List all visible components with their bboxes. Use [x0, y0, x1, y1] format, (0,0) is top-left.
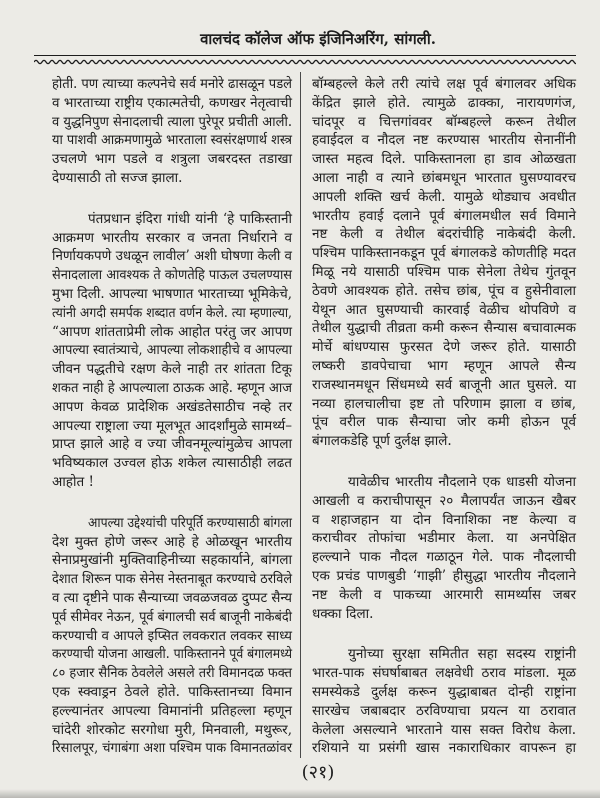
- paragraph: [52, 514, 292, 758]
- line-text: एक प्रचंड पाणबुडी ‘गाझी’ हीसुद्धा भारतीय नौदलाने: [312, 567, 576, 584]
- text-line: [312, 376, 576, 395]
- line-text: सेनादलाला आवश्यक ते कोणतेहि पाऊल उचलण्यास: [52, 267, 292, 284]
- text-line: [52, 150, 292, 169]
- line-text: ८० हजार सैनिक ठेवलेले असले तरी विमानदळ फक्त: [52, 665, 292, 682]
- text-line: [312, 432, 576, 451]
- line-text: यावेळीच भारतीय नौदलाने एक धाडसी योजना: [348, 473, 576, 490]
- text-line: [312, 395, 576, 414]
- line-text: आपली शक्ति खर्च केली. यामुळे थोड्याच अवधीत: [312, 188, 576, 205]
- line-text: प्राप्त झाले आहे व ज्या जीवनमूल्यांमुळेच आपला: [52, 436, 292, 453]
- text-line: [312, 357, 576, 376]
- text-line: [312, 319, 576, 338]
- line-text: देशात शिरून पाक सेनेस नेस्तनाबूत करण्याचे ठरविले: [52, 571, 292, 588]
- line-text: आपण केवळ प्रादेशिक अखंडतेसाठीच नव्हे तर: [52, 398, 292, 415]
- text-line: [52, 379, 292, 398]
- line-text: होती. पण त्याच्या कल्पनेचे सर्व मनोरे ढासळून पडले: [52, 76, 292, 92]
- text-line: [312, 244, 576, 263]
- text-line: [52, 210, 292, 229]
- line-text: व युद्धनिपुण सेनादलाची त्याला पुरेपूर प्रचीती आली.: [52, 113, 292, 130]
- text-line: [312, 150, 576, 169]
- line-text: व त्या दृष्टीने पाक सैन्याच्या जवळजवळ दुप्पट सैन्य: [52, 589, 292, 606]
- text-line: [312, 567, 576, 586]
- line-text: बंगालकडेहि पूर्ण दुर्लक्ष झाले.: [312, 433, 452, 450]
- text-line: [52, 229, 292, 248]
- text-line: [52, 551, 292, 570]
- text-line: [52, 266, 292, 285]
- text-line: [52, 683, 292, 702]
- line-text: जीवन पद्धतीचे रक्षण केले नाही तर शांतता टिकू: [52, 361, 292, 378]
- line-text: धक्का दिला.: [312, 605, 374, 622]
- line-text: उचलणे भाग पडले व शत्रुला जबरदस्त तडाखा: [52, 151, 292, 168]
- paragraph: [312, 645, 576, 758]
- text-line: [52, 454, 292, 473]
- text-line: [312, 75, 576, 94]
- paragraph: [52, 210, 292, 492]
- text-line: [312, 225, 576, 244]
- text-line: [52, 608, 292, 627]
- text-line: [312, 169, 576, 188]
- text-line: [52, 664, 292, 683]
- line-text: आक्रमण भारतीय सरकार व जनता निर्धाराने व: [52, 229, 292, 246]
- line-text: भारत-पाक संघर्षाबाबत लक्षवेधी ठराव मांडला. मूळ: [312, 665, 576, 682]
- line-text: आपल्या उद्देश्यांची परिपूर्ति करण्यासाठी बांगला: [88, 514, 292, 531]
- text-line: [312, 113, 576, 132]
- line-text: शकत नाही हे आपल्याला ठाऊक आहे. म्हणून आज: [52, 379, 292, 396]
- line-text: पंतप्रधान इंदिरा गांधी यांनी ‘हे पाकिस्तानी: [88, 210, 292, 227]
- text-line: [52, 285, 292, 304]
- text-line: [52, 533, 292, 552]
- line-text: केलेला असल्याने भारताने यास सक्त विरोध केला.: [312, 721, 576, 738]
- line-text: करण्याची योजना आखली. पाकिस्तानने पूर्व बंगालमध्ये: [52, 646, 292, 663]
- text-line: [52, 113, 292, 132]
- text-line: [52, 514, 292, 533]
- line-text: तेथील युद्धाची तीव्रता कमी करून सैन्यास बचावात्मक: [312, 320, 576, 337]
- line-text: सेनाप्रमुखांनी मुक्तिवाहिनीच्या सहकार्याने, बांगला: [52, 552, 292, 569]
- line-text: “आपण शांतताप्रेमी लोक आहोत परंतु जर आपण: [52, 323, 292, 340]
- text-line: [312, 282, 576, 301]
- text-line: [52, 341, 292, 360]
- line-text: आपल्या स्वातंत्र्याचे, आपल्या लोकशाहीचे व आपल्या: [52, 342, 292, 359]
- line-text: केंद्रित झाले होते. त्यामुळे ढाक्का, नारायणगंज,: [312, 94, 576, 111]
- text-line: [52, 75, 292, 94]
- page-number: (२१): [301, 762, 335, 783]
- header-ornament: [34, 53, 576, 67]
- line-text: मिळू नये यासाठी पश्चिम पाक सेनेला तेथेच गुंतवून: [312, 263, 576, 280]
- line-text: करण्याची व आपले इप्सित लवकरात लवकर साध्य: [52, 627, 292, 644]
- text-line: [312, 413, 576, 432]
- line-text: पूर्व सीमेवर नेऊन, पूर्व बंगालची सर्व बाजूनी नाकेबंदी: [52, 608, 292, 625]
- line-text: ठेवणे आवश्यक होते. तसेच छांब, पूंच व हुसेनीवाला: [312, 282, 576, 299]
- line-text: हल्ल्यानंतर आपल्या विमानांनी प्रतिहल्ला म्हणून: [52, 702, 292, 719]
- paragraph: [312, 75, 576, 451]
- text-line: [312, 702, 576, 721]
- line-text: बॉम्बहल्ले केले तरी त्यांचे लक्ष पूर्व बंगालवर अधिक: [312, 76, 576, 92]
- text-line: [312, 605, 576, 624]
- line-text: देश मुक्त होणे जरूर आहे हे ओळखून भारतीय: [52, 533, 292, 550]
- line-text: पूंच वरील पाक सैन्याचा जोर कमी होऊन पूर्व: [312, 414, 576, 431]
- text-line: [52, 247, 292, 266]
- line-text: राजस्थानमधून सिंधमध्ये सर्व बाजूनी आत घुसले. या: [312, 376, 576, 393]
- text-line: [312, 338, 576, 357]
- page-header-title: वालचंद कॉलेज ऑफ इंजिनिअरिंग, सांगली.: [200, 30, 436, 48]
- line-text: नष्ट केली व तेथील बंदरांचीहि नाकेबंदी केली.: [312, 226, 576, 243]
- line-text: लष्करी डावपेचाचा भाग म्हणून आपले सैन्य: [312, 357, 576, 374]
- scan-shadow: [0, 789, 600, 798]
- text-line: [312, 739, 576, 758]
- line-text: व शहाजहान या दोन विनाशिका नष्ट केल्या व: [312, 511, 576, 528]
- text-line: [52, 645, 292, 664]
- text-line: [52, 627, 292, 646]
- text-line: [312, 131, 576, 150]
- line-text: व भारताच्या राष्ट्रीय एकात्मतेची, कणखर नेतृत्वाची: [52, 94, 292, 111]
- text-line: [312, 492, 576, 511]
- text-line: [312, 586, 576, 605]
- left-column: [52, 75, 292, 758]
- text-line: [52, 398, 292, 417]
- text-line: [52, 417, 292, 436]
- text-line: [52, 131, 292, 150]
- text-line: [52, 323, 292, 342]
- text-line: [52, 435, 292, 454]
- column-divider: [300, 72, 301, 758]
- text-line: [52, 360, 292, 379]
- text-line: [52, 473, 292, 492]
- line-text: मुभा दिली. आपल्या भाषणात भारताच्या भूमिकेचे,: [52, 285, 292, 302]
- line-text: कराचीवर तोफांचा भडीमार केला. या अनपेक्षित: [312, 530, 576, 547]
- text-line: [312, 263, 576, 282]
- line-text: हवाईदल व नौदल नष्ट करण्यास भारतीय सेनानींनी: [312, 132, 576, 149]
- line-text: चांदेरी शोरकोट सरगोधा मुरी, मिनवाली, मथुरूर,: [52, 721, 292, 738]
- text-line: [312, 664, 576, 683]
- text-line: [312, 511, 576, 530]
- text-line: [312, 207, 576, 226]
- text-line: [312, 188, 576, 207]
- line-text: त्यांनी अगदी समर्पक शब्दात वर्णन केले. त्या म्हणाल्या,: [52, 304, 292, 321]
- line-text: मोर्चे बांधण्यास फुरसत देणे जरूर होते. यासाठी: [312, 339, 576, 356]
- line-text: आहोत !: [52, 473, 94, 490]
- line-text: एक स्क्वाड्रन ठेवले होते. पाकिस्तानच्या विमान: [52, 683, 292, 700]
- text-line: [312, 548, 576, 567]
- line-text: भारतीय हवाई दलाने पूर्व बंगालमधील सर्व विमाने: [312, 207, 576, 224]
- line-text: आखली व कराचीपासून २० मैलापर्यंत जाऊन खैबर: [312, 492, 576, 509]
- text-line: [312, 94, 576, 113]
- line-text: पश्चिम पाकिस्तानकडून पूर्व बंगालकडे कोणतीहि मदत: [312, 245, 576, 262]
- line-text: युनोच्या सुरक्षा समितीत सहा सदस्य राष्ट्रांनी: [348, 646, 576, 663]
- paragraph: [312, 473, 576, 623]
- text-line: [52, 94, 292, 113]
- text-line: [52, 702, 292, 721]
- line-text: नव्या हालचालीचा इष्ट तो परिणाम झाला व छांब,: [312, 395, 576, 412]
- line-text: समस्येकडे दुर्लक्ष करून युद्धाबाबत दोन्ही राष्ट्रांना: [312, 683, 576, 700]
- line-text: या पाशवी आक्रमणामुळे भारताला स्वसंरक्षणार्थ शस्त्र: [52, 132, 292, 149]
- line-text: देण्यासाठी तो सज्ज झाला.: [52, 169, 183, 186]
- line-text: आपल्या राष्ट्राला ज्या मूलभूत आदर्शांमुळे सामर्थ्य–: [52, 417, 292, 434]
- line-text: सारखेच जबाबदार ठरविण्याचा प्रयत्न या ठरावात: [312, 702, 576, 719]
- text-line: [312, 529, 576, 548]
- text-line: [312, 721, 576, 740]
- line-text: भविष्यकाल उज्वल होऊ शकेल त्यासाठीही लढत: [52, 455, 292, 472]
- line-text: आला नाही व त्याने छांबमधून भारतात घुसण्यावरच: [312, 169, 576, 186]
- line-text: येथून आत घुसण्याची कारवाई वेळीच थोपविणे व: [312, 301, 576, 318]
- line-text: जास्त महत्व दिले. पाकिस्तानला हा डाव ओळखता: [312, 151, 576, 168]
- paragraph: [52, 75, 292, 188]
- line-text: हल्ल्याने पाक नौदल गळाठून गेले. पाक नौदलाची: [312, 549, 576, 566]
- right-column: [312, 75, 576, 758]
- text-line: [312, 301, 576, 320]
- text-line: [52, 739, 292, 758]
- text-line: [312, 645, 576, 664]
- text-line: [52, 169, 292, 188]
- line-text: चांदपूर व चित्तगांववर बॉम्बहल्ले करून तेथील: [312, 113, 576, 130]
- line-text: रशियाने या प्रसंगी खास नकाराधिकार वापरून हा: [312, 740, 576, 757]
- text-line: [52, 304, 292, 323]
- line-text: रिसालपूर, चंगाबंगा अशा पश्चिम पाक विमानतळांवर: [52, 740, 292, 757]
- text-line: [52, 570, 292, 589]
- text-line: [312, 473, 576, 492]
- text-line: [52, 721, 292, 740]
- line-text: नष्ट केली व पाकच्या आरमारी सामर्थ्यास जबर: [312, 586, 576, 603]
- line-text: निर्णायकपणे उधळून लावील’ अशी घोषणा केली व: [52, 248, 292, 265]
- text-line: [52, 589, 292, 608]
- text-line: [312, 683, 576, 702]
